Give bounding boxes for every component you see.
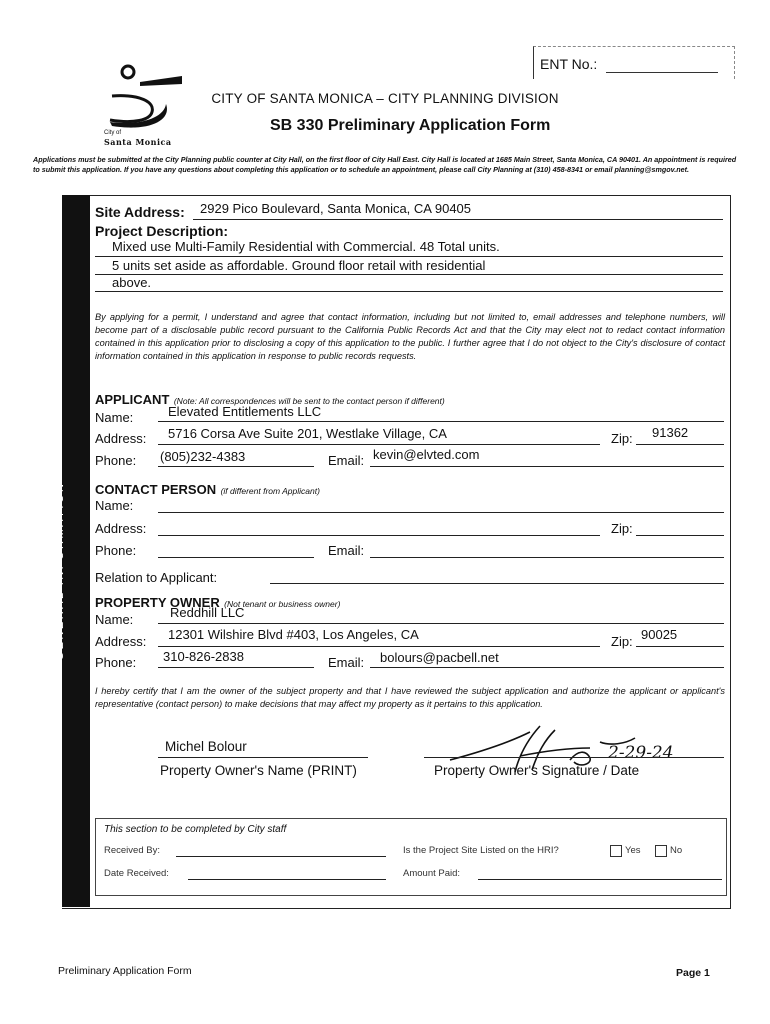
applicant-phone-value[interactable]: (805)232-4383 [160, 449, 246, 464]
project-line-1 [95, 256, 723, 257]
owner-address-label: Address: [95, 634, 147, 649]
applicant-email-label: Email: [328, 453, 365, 468]
logo-santa-monica: Santa Monica [104, 137, 172, 147]
project-description-line-2[interactable]: 5 units set aside as affordable. Ground floor retail with residential [112, 258, 486, 273]
staff-section-title: This section to be completed by City staff [104, 824, 287, 835]
owner-zip-label: Zip: [611, 634, 633, 649]
applicant-name-label: Name: [95, 410, 134, 425]
site-address-value[interactable]: 2929 Pico Boulevard, Santa Monica, CA 90405 [200, 201, 472, 216]
project-line-2 [95, 274, 723, 275]
logo-city-of: City of [104, 130, 122, 136]
signature-line [424, 757, 724, 758]
general-information-section [62, 195, 731, 909]
contact-note: (if different from Applicant) [220, 486, 320, 496]
contact-email-field[interactable] [370, 557, 724, 558]
received-by-field[interactable] [176, 856, 386, 857]
owner-zip-line [636, 646, 724, 647]
owner-phone-line [158, 667, 314, 668]
hri-yes-checkbox[interactable] [610, 845, 622, 857]
owner-email-value[interactable]: bolours@pacbell.net [380, 650, 499, 665]
contact-name-field[interactable] [158, 512, 724, 513]
signature-date: 2-29-24 [608, 743, 674, 763]
applicant-name-line [158, 421, 724, 422]
owner-name-line [158, 623, 724, 624]
form-title: SB 330 Preliminary Application Form [270, 117, 551, 134]
applicant-address-label: Address: [95, 431, 147, 446]
project-description-line-1[interactable]: Mixed use Multi-Family Residential with Commercial. 48 Total units. [112, 239, 500, 254]
date-received-field[interactable] [188, 879, 386, 880]
contact-heading: CONTACT PERSON [95, 482, 217, 497]
date-received-label: Date Received: [104, 868, 169, 879]
owner-phone-label: Phone: [95, 655, 137, 670]
applicant-heading: APPLICANT [95, 392, 170, 407]
applicant-zip-value[interactable]: 91362 [652, 425, 689, 440]
owner-address-line [158, 646, 600, 647]
applicant-phone-label: Phone: [95, 453, 137, 468]
hri-yes-label: Yes [625, 845, 641, 856]
applicant-phone-line [158, 466, 314, 467]
applicant-zip-label: Zip: [611, 431, 633, 446]
signature-label: Property Owner's Signature / Date [434, 763, 640, 778]
contact-phone-label: Phone: [95, 543, 137, 558]
sidebar-label: GENERAL INFORMATION [54, 481, 66, 661]
relation-label: Relation to Applicant: [95, 570, 218, 585]
hri-no-checkbox[interactable] [655, 845, 667, 857]
hri-no-label: No [670, 845, 683, 856]
project-line-3 [95, 291, 723, 292]
applicant-zip-line [636, 444, 724, 445]
contact-phone-field[interactable] [158, 557, 314, 558]
print-name-line [158, 757, 368, 758]
ent-number-field[interactable] [606, 72, 718, 73]
footer-form-name: Preliminary Application Form [58, 965, 192, 977]
site-address-line [193, 219, 723, 220]
amount-paid-label: Amount Paid: [403, 868, 461, 879]
hri-question: Is the Project Site Listed on the HRI? [403, 845, 559, 856]
owner-heading: PROPERTY OWNER [95, 595, 220, 610]
project-description-line-3[interactable]: above. [112, 275, 152, 290]
contact-name-label: Name: [95, 498, 134, 513]
owner-printed-name[interactable]: Michel Bolour [165, 739, 247, 754]
owner-name-label: Name: [95, 612, 134, 627]
city-division-title: CITY OF SANTA MONICA – CITY PLANNING DIVISION [211, 91, 559, 106]
site-address-label: Site Address: [95, 204, 185, 220]
contact-heading-row [95, 481, 320, 499]
contact-zip-field[interactable] [636, 535, 724, 536]
contact-address-label: Address: [95, 521, 147, 536]
amount-paid-field[interactable] [478, 879, 722, 880]
owner-phone-value[interactable]: 310-826-2838 [163, 649, 244, 664]
owner-note: (Not tenant or business owner) [224, 599, 341, 609]
contact-address-field[interactable] [158, 535, 600, 536]
applicant-name-value[interactable]: Elevated Entitlements LLC [168, 404, 322, 419]
received-by-label: Received By: [104, 845, 160, 856]
print-name-label: Property Owner's Name (PRINT) [160, 763, 357, 778]
applicant-address-line [158, 444, 600, 445]
contact-zip-label: Zip: [611, 521, 633, 536]
owner-email-label: Email: [328, 655, 365, 670]
owner-name-value[interactable]: Reddhill LLC [170, 605, 245, 620]
public-records-consent: By applying for a permit, I understand and agree that contact information, including but not limited to, email addresses and telephone numbers, will become part of a disclosable public record pursuant to the California Public Records Act and that the City may elect not to redact contact information contained in this application prior to disclosing a copy of this application to the public. I further agree that I do not object to the City's disclosure of contact information contained in this application in response to public records requests. [95, 312, 725, 361]
applicant-address-value[interactable]: 5716 Corsa Ave Suite 201, Westlake Village, CA [168, 426, 447, 441]
relation-field[interactable] [270, 583, 724, 584]
applicant-email-line [370, 466, 724, 467]
owner-certification: I hereby certify that I am the owner of the subject property and that I have reviewed the subject application and authorize the applicant or applicant's representative (contact person) to make decisions that may affect my property as it pertains to this application. [95, 686, 725, 709]
submission-instructions: Applications must be submitted at the City Planning public counter at City Hall, on the first floor of City Hall East. City Hall is located at 1685 Main Street, Santa Monica, CA 90401. An appointment is required to submit this application. If you have any questions about completing this application or to schedule an appointment, please call City Planning at (310) 458-8341 or email planning@smgov.net. [33, 155, 737, 174]
footer-page-number: Page 1 [676, 967, 710, 979]
section-sidebar [62, 195, 90, 907]
applicant-email-value[interactable]: kevin@elvted.com [373, 447, 480, 462]
project-description-label: Project Description: [95, 223, 229, 239]
contact-email-label: Email: [328, 543, 365, 558]
owner-zip-value[interactable]: 90025 [641, 627, 678, 642]
applicant-note: (Note: All correspondences will be sent to the contact person if different) [173, 396, 445, 406]
owner-email-line [370, 667, 724, 668]
ent-number-label: ENT No.: [540, 56, 598, 72]
owner-address-value[interactable]: 12301 Wilshire Blvd #403, Los Angeles, CA [168, 627, 419, 642]
